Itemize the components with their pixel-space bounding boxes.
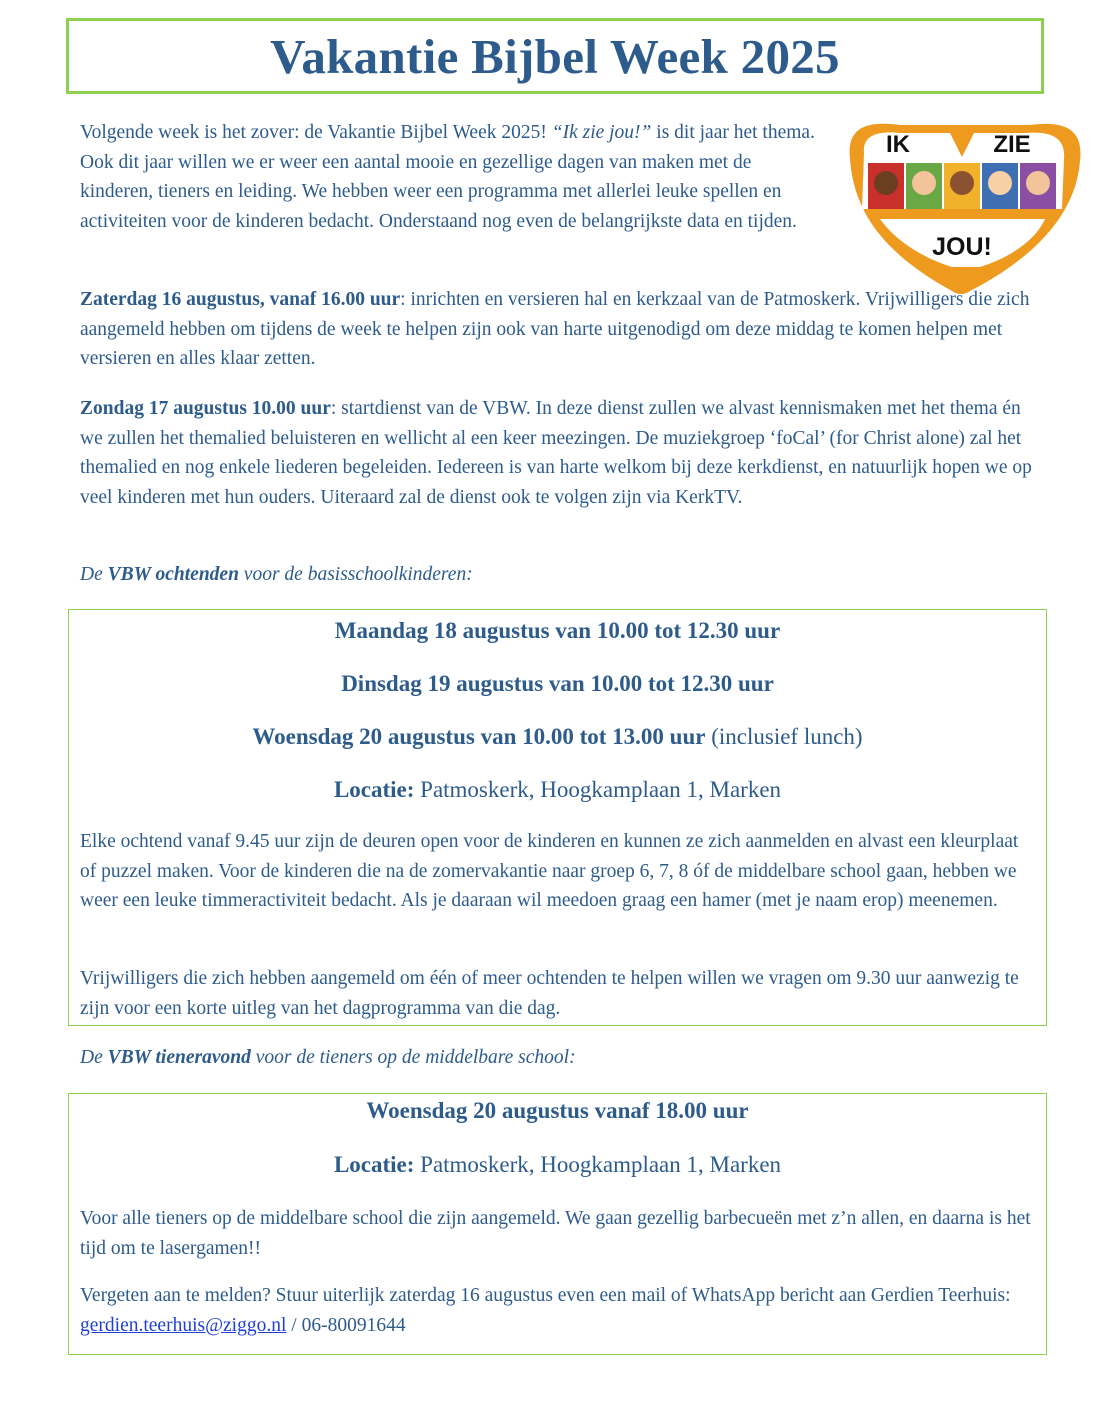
teen-date: Woensdag 20 augustus vanaf 18.00 uur [366,1098,749,1123]
title-box [66,18,1044,94]
teen-heading [80,1043,1040,1073]
mornings-location [69,777,1046,803]
teen-info-paragraph: Voor alle tieners op de middelbare school die zijn aangemeld. We gaan gezellig barbecueën met z’n allen, en daarna is het tijd om te lasergamen!! [80,1208,1031,1259]
location-label: Locatie: [333,777,415,802]
page-title: Vakantie Bijbel Week 2025 [270,28,840,84]
teen-box [68,1093,1047,1355]
sunday-text: : startdienst van de VBW. In deze dienst zullen we alvast kennismaken met het thema én we zullen het themalied beluisteren en wellicht al een keer meezingen. De muziekgroep ‘foCal’ (for Christ alone) zal het themalied en nog enkele liederen begeleiden. Iedereen is van harte welkom bij deze kerkdienst, en natuurlijk hopen we op veel kinderen met hun ouders. Uiteraard zal de dienst ook te volgen zijn via KerkTV. [80,398,1032,508]
mornings-heading [80,560,1040,590]
logo-face-2 [912,171,936,195]
lunch-note: (inclusief lunch) [705,724,863,749]
teen-heading-bold: VBW tieneravond [107,1047,251,1068]
logo-face-3 [950,171,974,195]
sunday-date: Zondag 17 augustus 10.00 uur [80,398,331,419]
contact-text: Vergeten aan te melden? Stuur uiterlijk zaterdag 16 augustus even een mail of WhatsApp bericht aan Gerdien Teerhuis: [80,1285,1011,1306]
teen-location [69,1152,1046,1178]
volunteers-paragraph: Vrijwilligers die zich hebben aangemeld om één of meer ochtenden te helpen willen we vragen om 9.30 uur aanwezig te zijn voor een korte uitleg van het dagprogramma van die dag. [80,968,1019,1019]
teen-location-label: Locatie: [333,1152,415,1177]
intro-text-end: is dit jaar het thema. Ook dit jaar willen we er weer een aantal mooie en gezellige dagen van maken met de kinderen, tieners en leiding. We hebben weer een programma met allerlei leuke spellen en activiteiten voor de kinderen bedacht. Onderstaand nog even de belangrijkste data en tijden. [80,122,815,232]
teen-location-value: Patmoskerk, Hoogkamplaan 1, Marken [414,1152,782,1177]
mornings-info-paragraph: Elke ochtend vanaf 9.45 uur zijn de deuren open voor de kinderen en kunnen ze zich aanmelden en alvast een kleurplaat of puzzel maken. Voor de kinderen die na de zomervakantie naar groep 6, 7, 8 óf de middelbare school gaan, hebben we weer een leuke timmeractiviteit bedacht. Als je daaraan wil meedoen graag een hamer (met je naam erop) meenemen. [80,831,1019,911]
logo-face-4 [988,171,1012,195]
teen-heading-post: voor de tieners op de middelbare school: [250,1047,576,1068]
contact-paragraph [80,1281,1038,1340]
logo-word-ik: IK [886,131,910,158]
logo-word-jou: JOU! [932,233,992,261]
theme-quote: “Ik zie jou!” [551,122,652,143]
logo-face-1 [874,171,898,195]
saturday-paragraph [80,285,1040,374]
location-value: Patmoskerk, Hoogkamplaan 1, Marken [414,777,782,802]
mornings-heading-post: voor de basisschoolkinderen: [238,564,473,585]
saturday-text: : inrichten en versieren hal en kerkzaal van de Patmoskerk. Vrijwilligers die zich aangemeld hebben om tijdens de week te helpen zijn ook van harte uitgenodigd om deze middag te komen helpen met versieren en alles klaar zetten. [80,289,1030,369]
mornings-heading-bold: VBW ochtenden [107,564,239,585]
saturday-date: Zaterdag 16 augustus, vanaf 16.00 uur [80,289,401,310]
tuesday-schedule: Dinsdag 19 augustus van 10.00 tot 12.30 uur [341,671,774,696]
logo-face-5 [1026,171,1050,195]
phone-number: / 06-80091644 [286,1314,406,1336]
ik-zie-jou-logo [840,117,1085,297]
wednesday-schedule: Woensdag 20 augustus van 10.00 tot 13.00 uur (inclusief lunch) [252,724,863,749]
teen-heading-pre: De [80,1047,108,1068]
mornings-heading-pre: De [80,564,108,585]
logo-word-zie: ZIE [993,131,1031,158]
sunday-paragraph [80,394,1040,512]
intro-paragraph [80,118,825,236]
mornings-box [68,609,1047,1026]
monday-schedule: Maandag 18 augustus van 10.00 tot 12.30 uur [334,618,781,643]
email-link[interactable]: gerdien.teerhuis@ziggo.nl [80,1314,287,1336]
intro-text-start: Volgende week is het zover: de Vakantie Bijbel Week 2025! [80,122,552,143]
logo-children-strip [868,163,1056,209]
